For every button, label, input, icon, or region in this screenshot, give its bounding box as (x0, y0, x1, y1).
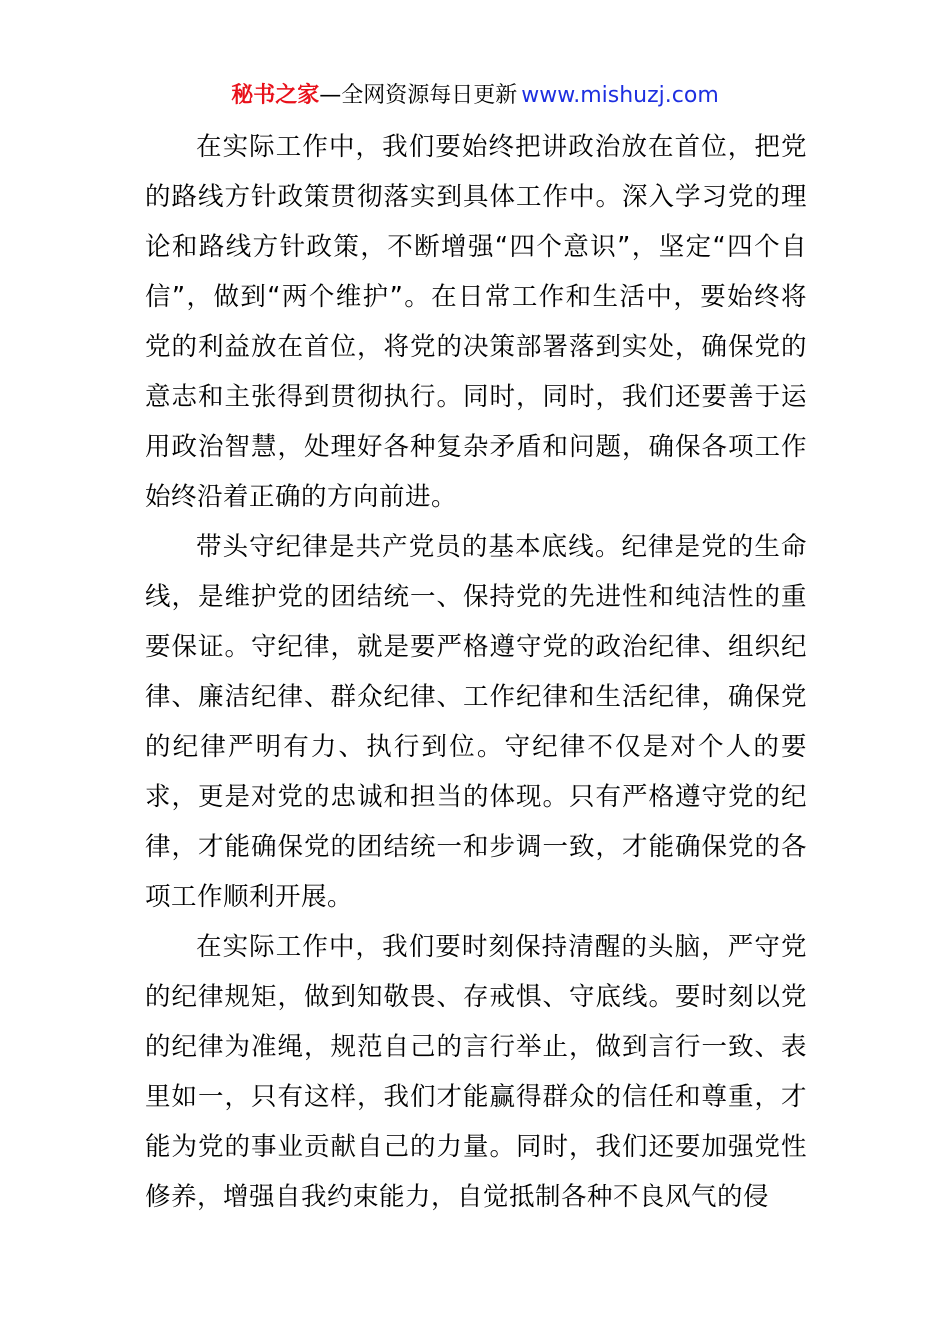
brand-name: 秘书之家 (231, 83, 320, 108)
paragraph-2: 带头守纪律是共产党员的基本底线。纪律是党的生命线，是维护党的团结统一、保持党的先进性和纯洁性的重要保证。守纪律，就是要严格遵守党的政治纪律、组织纪律、廉洁纪律、群众纪律、工作纪律和生活纪律，确保党的纪律严明有力、执行到位。守纪律不仅是对个人的要求，更是对党的忠诚和担当的体现。只有严格遵守党的纪律，才能确保党的团结统一和步调一致，才能确保党的各项工作顺利开展。 (145, 532, 807, 912)
header-tagline: —全网资源每日更新 (319, 83, 518, 108)
document-body (145, 122, 807, 1222)
page-header (0, 80, 950, 112)
paragraph-1: 在实际工作中，我们要始终把讲政治放在首位，把党的路线方针政策贯彻落实到具体工作中。深入学习党的理论和路线方针政策，不断增强“四个意识”，坚定“四个自信”，做到“两个维护”。在日常工作和生活中，要始终将党的利益放在首位，将党的决策部署落到实处，确保党的意志和主张得到贯彻执行。同时，同时，我们还要善于运用政治智慧，处理好各种复杂矛盾和问题，确保各项工作始终沿着正确的方向前进。 (145, 132, 807, 512)
site-url-link[interactable]: www.mishuzj.com (521, 83, 719, 108)
paragraph-3: 在实际工作中，我们要时刻保持清醒的头脑，严守党的纪律规矩，做到知敬畏、存戒惧、守底线。要时刻以党的纪律为准绳，规范自己的言行举止，做到言行一致、表里如一，只有这样，我们才能赢得群众的信任和尊重，才能为党的事业贡献自己的力量。同时，我们还要加强党性修养，增强自我约束能力，自觉抵制各种不良风气的侵 (145, 932, 807, 1212)
